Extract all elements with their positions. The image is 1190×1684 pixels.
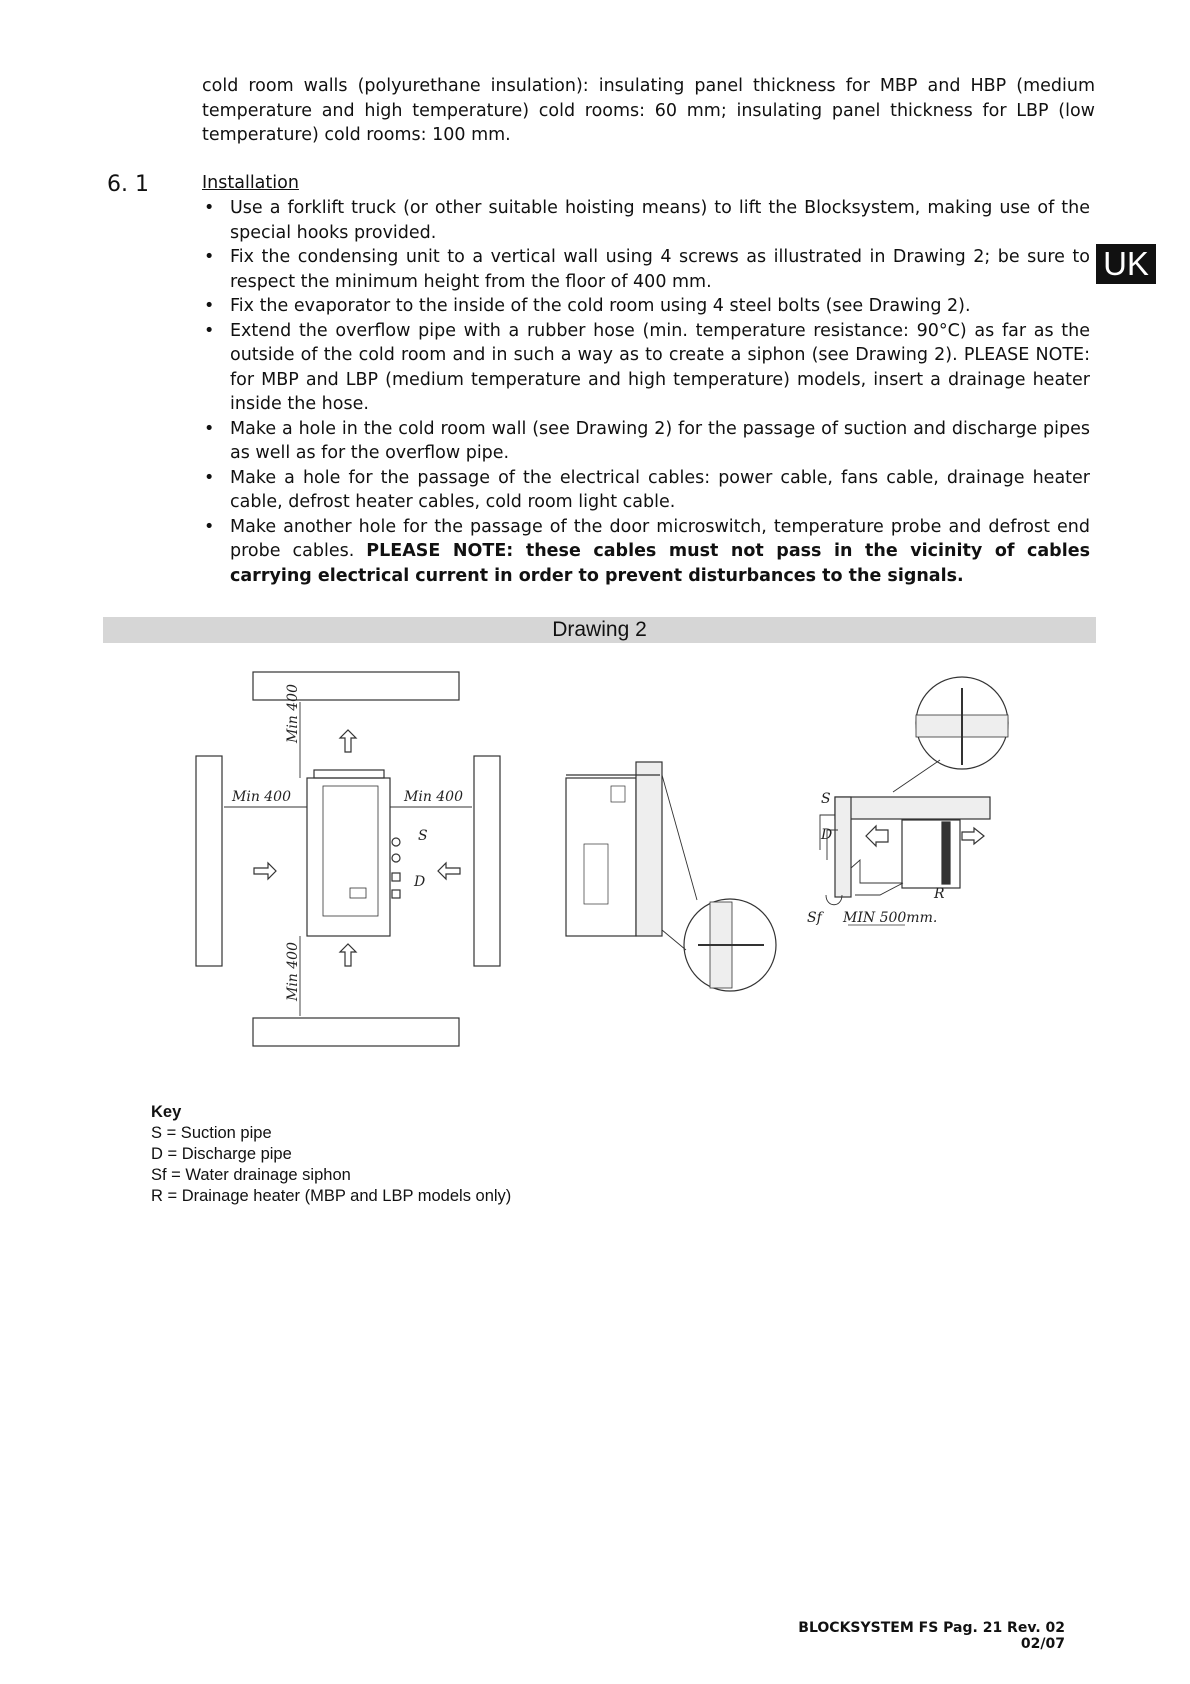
left-arrow-icon bbox=[438, 863, 460, 879]
key-item: R = Drainage heater (MBP and LBP models only) bbox=[151, 1187, 512, 1205]
drawing-title: Drawing 2 bbox=[552, 618, 647, 641]
left-arrow-icon bbox=[866, 826, 888, 846]
key-item: D = Discharge pipe bbox=[151, 1145, 292, 1163]
key-item: Sf = Water drainage siphon bbox=[151, 1166, 351, 1184]
list-item: • Make a hole for the passage of the electrical cables: power cable, fans cable, drainage heater cable, defrost heater cables, cold room light cable. bbox=[202, 466, 1090, 515]
condensing-unit-front bbox=[307, 778, 390, 936]
label-suction: S bbox=[418, 828, 428, 844]
right-wall bbox=[474, 756, 500, 966]
condensing-unit-side bbox=[566, 778, 636, 936]
list-item: • Make a hole in the cold room wall (see Drawing 2) for the passage of suction and discharge pipes as well as for the overflow pipe. bbox=[202, 417, 1090, 466]
key-title: Key bbox=[151, 1103, 182, 1121]
top-wall bbox=[253, 672, 459, 700]
language-badge: UK bbox=[1096, 244, 1156, 284]
list-item: • Fix the condensing unit to a vertical wall using 4 screws as illustrated in Drawing 2; be sure to respect the minimum height from the floor of 400 mm. bbox=[202, 245, 1090, 294]
label-d-small: D bbox=[821, 827, 833, 843]
section-title: Installation bbox=[202, 173, 299, 193]
label-s-small: S bbox=[821, 791, 831, 807]
list-item: • Extend the overflow pipe with a rubber hose (min. temperature resistance: 90°C) as far as the outside of the cold room and in such a way as to create a siphon (see Drawing 2). PLEASE NOTE: for MBP and LBP (medium temperature and high temperature) models, insert a drainage heater inside the hose. bbox=[202, 319, 1090, 417]
list-item: • Use a forklift truck (or other suitable hoisting means) to lift the Blocksystem, making use of the special hooks provided. bbox=[202, 196, 1090, 245]
ceiling-panel bbox=[835, 797, 990, 819]
label-min-right: Min 400 bbox=[404, 789, 464, 805]
left-wall bbox=[196, 756, 222, 966]
intro-paragraph: cold room walls (polyurethane insulation): insulating panel thickness for MBP and HBP (medium temperature and high temperature) cold rooms: 60 mm; insulating panel thickness for LBP (low temperature) cold rooms: 100 mm. bbox=[202, 76, 1095, 145]
right-arrow-icon bbox=[962, 828, 984, 844]
side-panel bbox=[835, 797, 851, 897]
key-item: S = Suction pipe bbox=[151, 1124, 272, 1142]
label-sf-small: Sf bbox=[807, 910, 822, 926]
key-legend bbox=[151, 1102, 511, 1207]
label-min-top: Min 400 bbox=[285, 683, 301, 743]
label-min-left: Min 400 bbox=[232, 789, 292, 805]
label-discharge: D bbox=[414, 874, 426, 890]
page-footer: BLOCKSYSTEM FS Pag. 21 Rev. 02 02/07 bbox=[798, 1620, 1065, 1652]
warning-note: PLEASE NOTE: these cables must not pass in the vicinity of cables carrying electrical current in order to prevent disturbances to the signals. bbox=[230, 541, 1090, 586]
label-min-bottom: Min 400 bbox=[285, 941, 301, 1001]
label-min-500: MIN 500mm. bbox=[843, 910, 938, 926]
bottom-wall bbox=[253, 1018, 459, 1046]
evaporator bbox=[902, 820, 960, 888]
list-item: • Make another hole for the passage of the door microswitch, temperature probe and defrost end probe cables. PLEASE NOTE: these cables must not pass in the vicinity of cables carrying electrical current in order to prevent disturbances to the signals. bbox=[202, 515, 1090, 589]
up-arrow-icon bbox=[340, 730, 356, 752]
up-arrow-icon bbox=[340, 944, 356, 966]
insulated-wall bbox=[636, 762, 662, 936]
right-arrow-icon bbox=[254, 863, 276, 879]
section-number: 6. 1 bbox=[107, 172, 149, 197]
list-item: • Fix the evaporator to the inside of the cold room using 4 steel bolts (see Drawing 2). bbox=[202, 294, 1090, 319]
label-r-small: R bbox=[934, 886, 945, 902]
